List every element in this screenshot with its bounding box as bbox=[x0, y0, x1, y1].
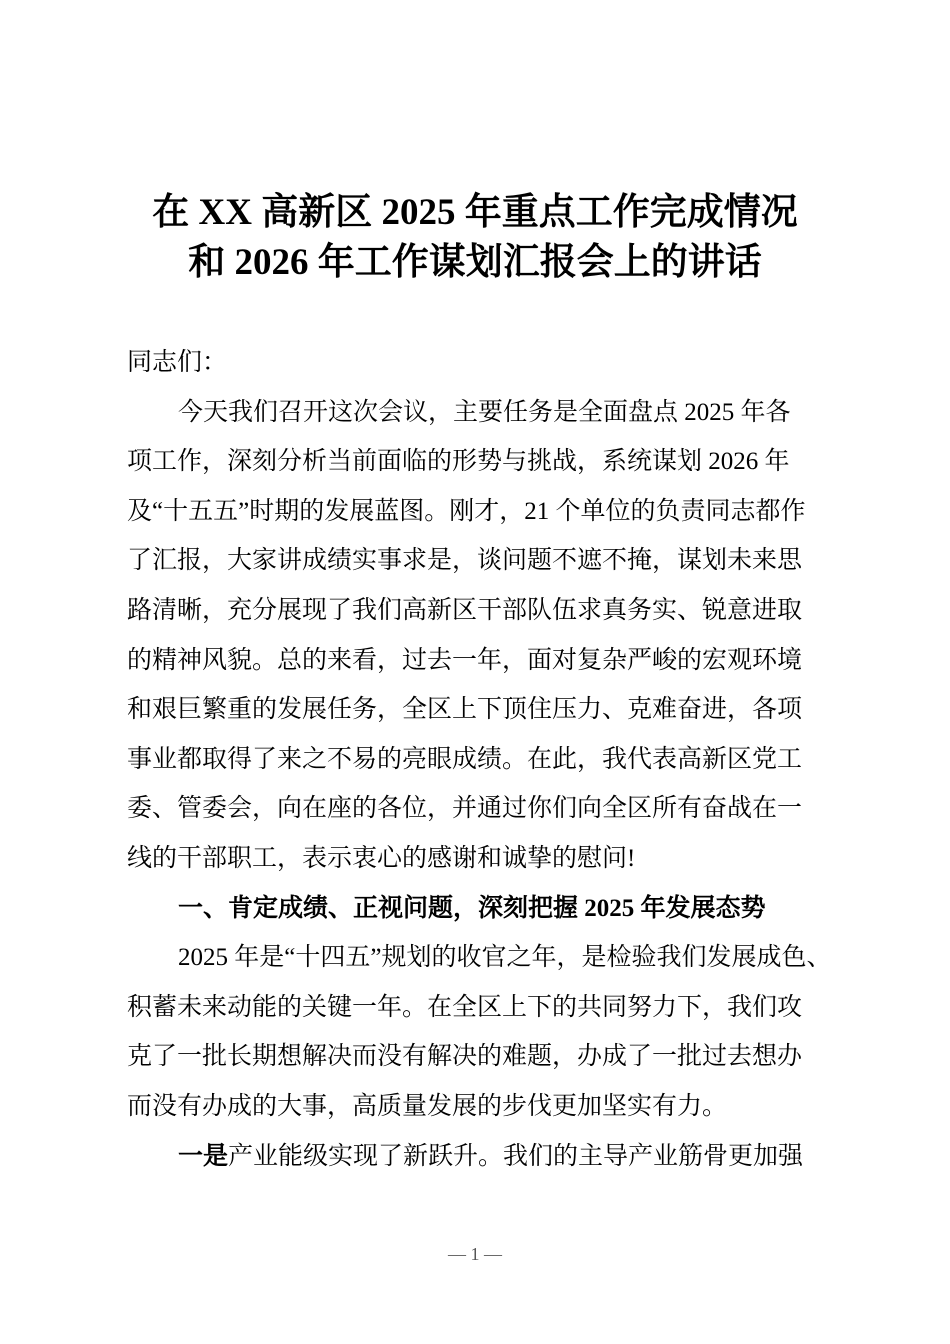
page-number: — 1 — bbox=[448, 1244, 502, 1264]
point-lead: 一是 bbox=[178, 1142, 229, 1170]
title-line-1: 在 XX 高新区 2025 年重点工作完成情况 bbox=[152, 192, 798, 233]
paragraph-line: 线的干部职工，表示衷心的感谢和诚挚的慰问! bbox=[127, 844, 636, 872]
paragraph-line: 和艰巨繁重的发展任务，全区上下顶住压力、克难奋进，各项 bbox=[127, 696, 803, 724]
paragraph-line: 2025 年是“十四五”规划的收官之年，是检验我们发展成色、 bbox=[178, 944, 832, 972]
salutation: 同志们： bbox=[127, 349, 228, 376]
paragraph-line: 今天我们召开这次会议，主要任务是全面盘点 2025 年各 bbox=[178, 398, 791, 426]
document-title bbox=[0, 188, 950, 288]
paragraph-line: 而没有办成的大事，高质量发展的步伐更加坚实有力。 bbox=[127, 1092, 728, 1120]
paragraph-line: 及“十五五”时期的发展蓝图。刚才，21 个单位的负责同志都作 bbox=[127, 497, 806, 525]
paragraph-line: 路清晰，充分展现了我们高新区干部队伍求真务实、锐意进取 bbox=[127, 596, 803, 624]
document-body bbox=[127, 338, 832, 1181]
section-heading-1: 一、肯定成绩、正视问题，深刻把握 2025 年发展态势 bbox=[178, 894, 766, 922]
paragraph-section-1-intro bbox=[127, 933, 832, 1131]
paragraph-line: 项工作，深刻分析当前面临的形势与挑战，系统谋划 2026 年 bbox=[127, 448, 790, 476]
point-text: 产业能级实现了新跃升。我们的主导产业筋骨更加强 bbox=[228, 1142, 804, 1170]
paragraph-line: 事业都取得了来之不易的亮眼成绩。在此，我代表高新区党工 bbox=[127, 745, 803, 773]
paragraph-line: 克了一批长期想解决而没有解决的难题，办成了一批过去想办 bbox=[127, 1043, 803, 1071]
paragraph-line: 委、管委会，向在座的各位，并通过你们向全区所有奋战在一 bbox=[127, 795, 803, 823]
paragraph-line: 了汇报，大家讲成绩实事求是，谈问题不遮不掩，谋划未来思 bbox=[127, 547, 803, 575]
paragraph-point-1 bbox=[127, 1132, 827, 1182]
paragraph-opening bbox=[127, 388, 827, 884]
paragraph-line: 积蓄未来动能的关键一年。在全区上下的共同努力下，我们攻 bbox=[127, 993, 803, 1021]
title-line-2: 和 2026 年工作谋划汇报会上的讲话 bbox=[188, 242, 762, 283]
paragraph-line: 的精神风貌。总的来看，过去一年，面对复杂严峻的宏观环境 bbox=[127, 646, 803, 674]
